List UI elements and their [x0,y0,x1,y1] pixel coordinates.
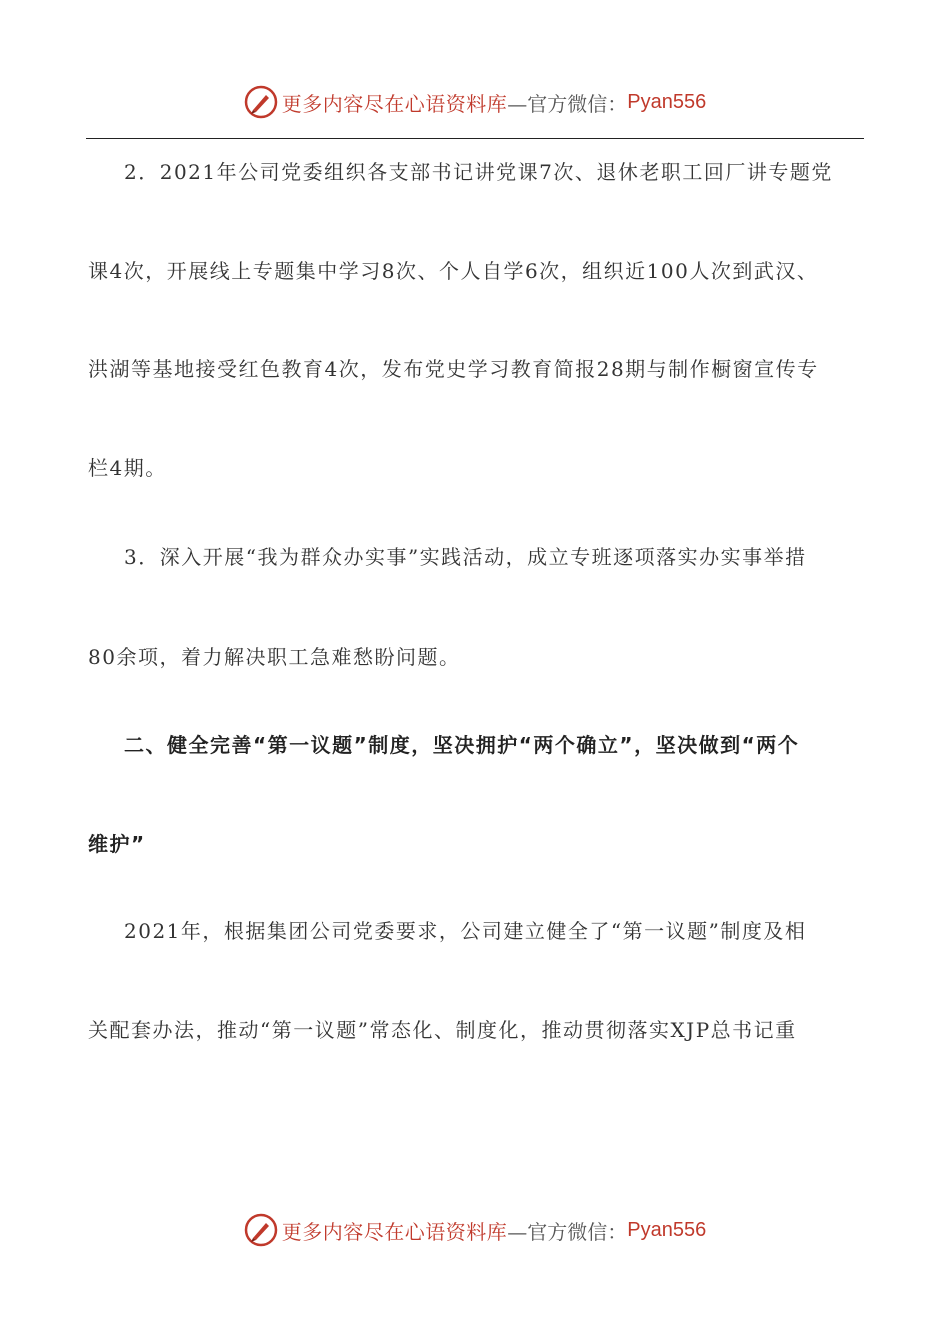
body-line: 2021年，根据集团公司党委要求，公司建立健全了“第一议题”制度及相 [124,919,807,943]
pen-logo-icon [244,1213,278,1247]
banner-title: 更多内容尽在心语资料库 [281,1219,508,1244]
pen-logo-icon [244,85,278,119]
body-line: 关配套办法，推动“第一议题”常态化、制度化，推动贯彻落实XJP总书记重 [88,1018,797,1042]
banner-wechat-id: Pyan556 [627,1218,707,1241]
footer-banner [0,1210,950,1250]
section-heading: 维护” [88,832,146,856]
banner-title: 更多内容尽在心语资料库 [281,91,508,116]
header-banner [0,82,950,122]
section-heading: 二、健全完善“第一议题”制度，坚决拥护“两个确立”，坚决做到“两个 [124,733,800,757]
banner-separator: —官方微信： [507,91,628,116]
body-line: 栏4期。 [88,456,167,480]
body-line: 2．2021年公司党委组织各支部书记讲党课7次、退休老职工回厂讲专题党 [124,160,833,184]
banner-wechat-id: Pyan556 [627,90,707,113]
header-divider [86,138,864,139]
body-line: 课4次，开展线上专题集中学习8次、个人自学6次，组织近100人次到武汉、 [88,259,819,283]
body-line: 洪湖等基地接受红色教育4次，发布党史学习教育简报28期与制作橱窗宣传专 [88,357,819,381]
body-line: 80余项，着力解决职工急难愁盼问题。 [88,645,461,669]
body-line: 3．深入开展“我为群众办实事”实践活动，成立专班逐项落实办实事举措 [124,545,807,569]
banner-separator: —官方微信： [507,1219,628,1244]
